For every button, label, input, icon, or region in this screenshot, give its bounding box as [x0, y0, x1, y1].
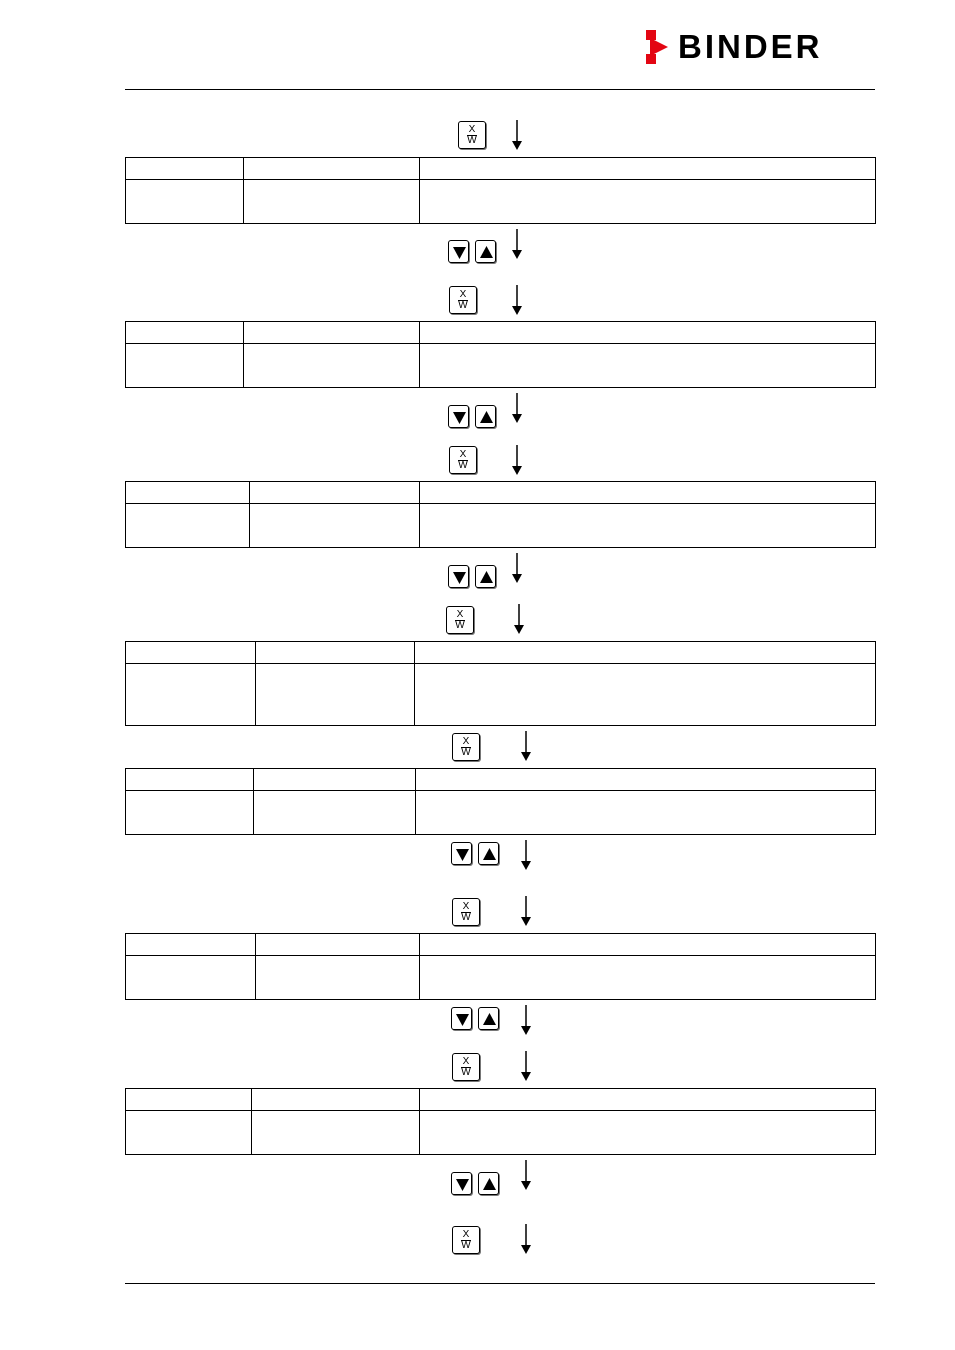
table-cell [420, 934, 876, 956]
xw-key-icon [458, 121, 486, 149]
arrow-up-key-icon [478, 1172, 499, 1195]
table-cell [244, 180, 420, 224]
table-cell [256, 664, 415, 726]
table-cell [420, 504, 876, 548]
menu-table [125, 481, 876, 548]
arrow-up-key-icon [475, 565, 496, 588]
menu-table [125, 157, 876, 224]
table-cell [420, 482, 876, 504]
table-cell [126, 934, 256, 956]
down-arrow-icon [520, 840, 532, 870]
arrow-down-key-icon [448, 405, 469, 428]
table-cell [126, 791, 254, 835]
menu-table [125, 321, 876, 388]
xw-key-x-label: X [462, 736, 470, 747]
down-arrow-icon [511, 553, 523, 583]
xw-key-w-label: W [461, 1240, 471, 1251]
arrow-down-key-icon [451, 1007, 472, 1030]
xw-key-icon [452, 898, 480, 926]
menu-table [125, 1088, 876, 1155]
table-cell [126, 504, 250, 548]
arrow-up-key-icon [478, 842, 499, 865]
menu-table [125, 768, 876, 835]
xw-key-x-label: X [459, 449, 467, 460]
xw-key-icon [452, 1226, 480, 1254]
table-cell [126, 769, 254, 791]
down-arrow-icon [520, 1224, 532, 1254]
table-cell [420, 956, 876, 1000]
xw-key-w-label: W [461, 912, 471, 923]
xw-key-icon [449, 286, 477, 314]
down-arrow-icon [520, 896, 532, 926]
binder-logo [646, 30, 823, 64]
brand-name: BINDER [678, 28, 823, 65]
table-cell [244, 322, 420, 344]
table-cell [252, 1089, 420, 1111]
table-cell [126, 180, 244, 224]
table-cell [415, 664, 876, 726]
xw-key-w-label: W [467, 135, 477, 146]
down-arrow-icon [511, 445, 523, 475]
xw-key-icon [449, 446, 477, 474]
down-arrow-icon [511, 229, 523, 259]
xw-key-w-label: W [458, 460, 468, 471]
down-arrow-icon [520, 1160, 532, 1190]
table-cell [416, 791, 876, 835]
xw-key-x-label: X [462, 901, 470, 912]
table-cell [252, 1111, 420, 1155]
table-cell [250, 482, 420, 504]
table-cell [126, 482, 250, 504]
xw-key-icon [452, 733, 480, 761]
table-cell [420, 158, 876, 180]
table-cell [126, 1089, 252, 1111]
xw-key-x-label: X [459, 289, 467, 300]
footer-rule [125, 1283, 875, 1284]
down-arrow-icon [520, 1005, 532, 1035]
table-cell [126, 642, 256, 664]
arrow-up-key-icon [475, 405, 496, 428]
table-cell [126, 344, 244, 388]
menu-table [125, 933, 876, 1000]
down-arrow-icon [511, 393, 523, 423]
xw-key-w-label: W [461, 747, 471, 758]
table-cell [420, 1111, 876, 1155]
table-cell [126, 664, 256, 726]
table-cell [126, 956, 256, 1000]
table-cell [420, 1089, 876, 1111]
arrow-up-key-icon [478, 1007, 499, 1030]
table-cell [256, 642, 415, 664]
binder-logo-mark-icon [646, 30, 670, 64]
table-cell [420, 322, 876, 344]
xw-key-w-label: W [461, 1067, 471, 1078]
table-cell [416, 769, 876, 791]
xw-key-x-label: X [462, 1229, 470, 1240]
down-arrow-icon [520, 1051, 532, 1081]
table-cell [244, 158, 420, 180]
xw-key-x-label: X [456, 609, 464, 620]
arrow-down-key-icon [448, 565, 469, 588]
table-cell [254, 791, 416, 835]
xw-key-icon [446, 606, 474, 634]
xw-key-w-label: W [458, 300, 468, 311]
xw-key-icon [452, 1053, 480, 1081]
table-cell [126, 322, 244, 344]
table-cell [126, 1111, 252, 1155]
table-cell [256, 956, 420, 1000]
menu-table [125, 641, 876, 726]
table-cell [420, 344, 876, 388]
table-cell [420, 180, 876, 224]
table-cell [126, 158, 244, 180]
arrow-up-key-icon [475, 240, 496, 263]
table-cell [244, 344, 420, 388]
xw-key-x-label: X [462, 1056, 470, 1067]
down-arrow-icon [511, 120, 523, 150]
xw-key-w-label: W [455, 620, 465, 631]
table-cell [250, 504, 420, 548]
table-cell [415, 642, 876, 664]
arrow-down-key-icon [451, 1172, 472, 1195]
table-cell [254, 769, 416, 791]
header-rule [125, 89, 875, 90]
down-arrow-icon [520, 731, 532, 761]
xw-key-x-label: X [468, 124, 476, 135]
arrow-down-key-icon [451, 842, 472, 865]
arrow-down-key-icon [448, 240, 469, 263]
down-arrow-icon [511, 285, 523, 315]
down-arrow-icon [513, 604, 525, 634]
table-cell [256, 934, 420, 956]
